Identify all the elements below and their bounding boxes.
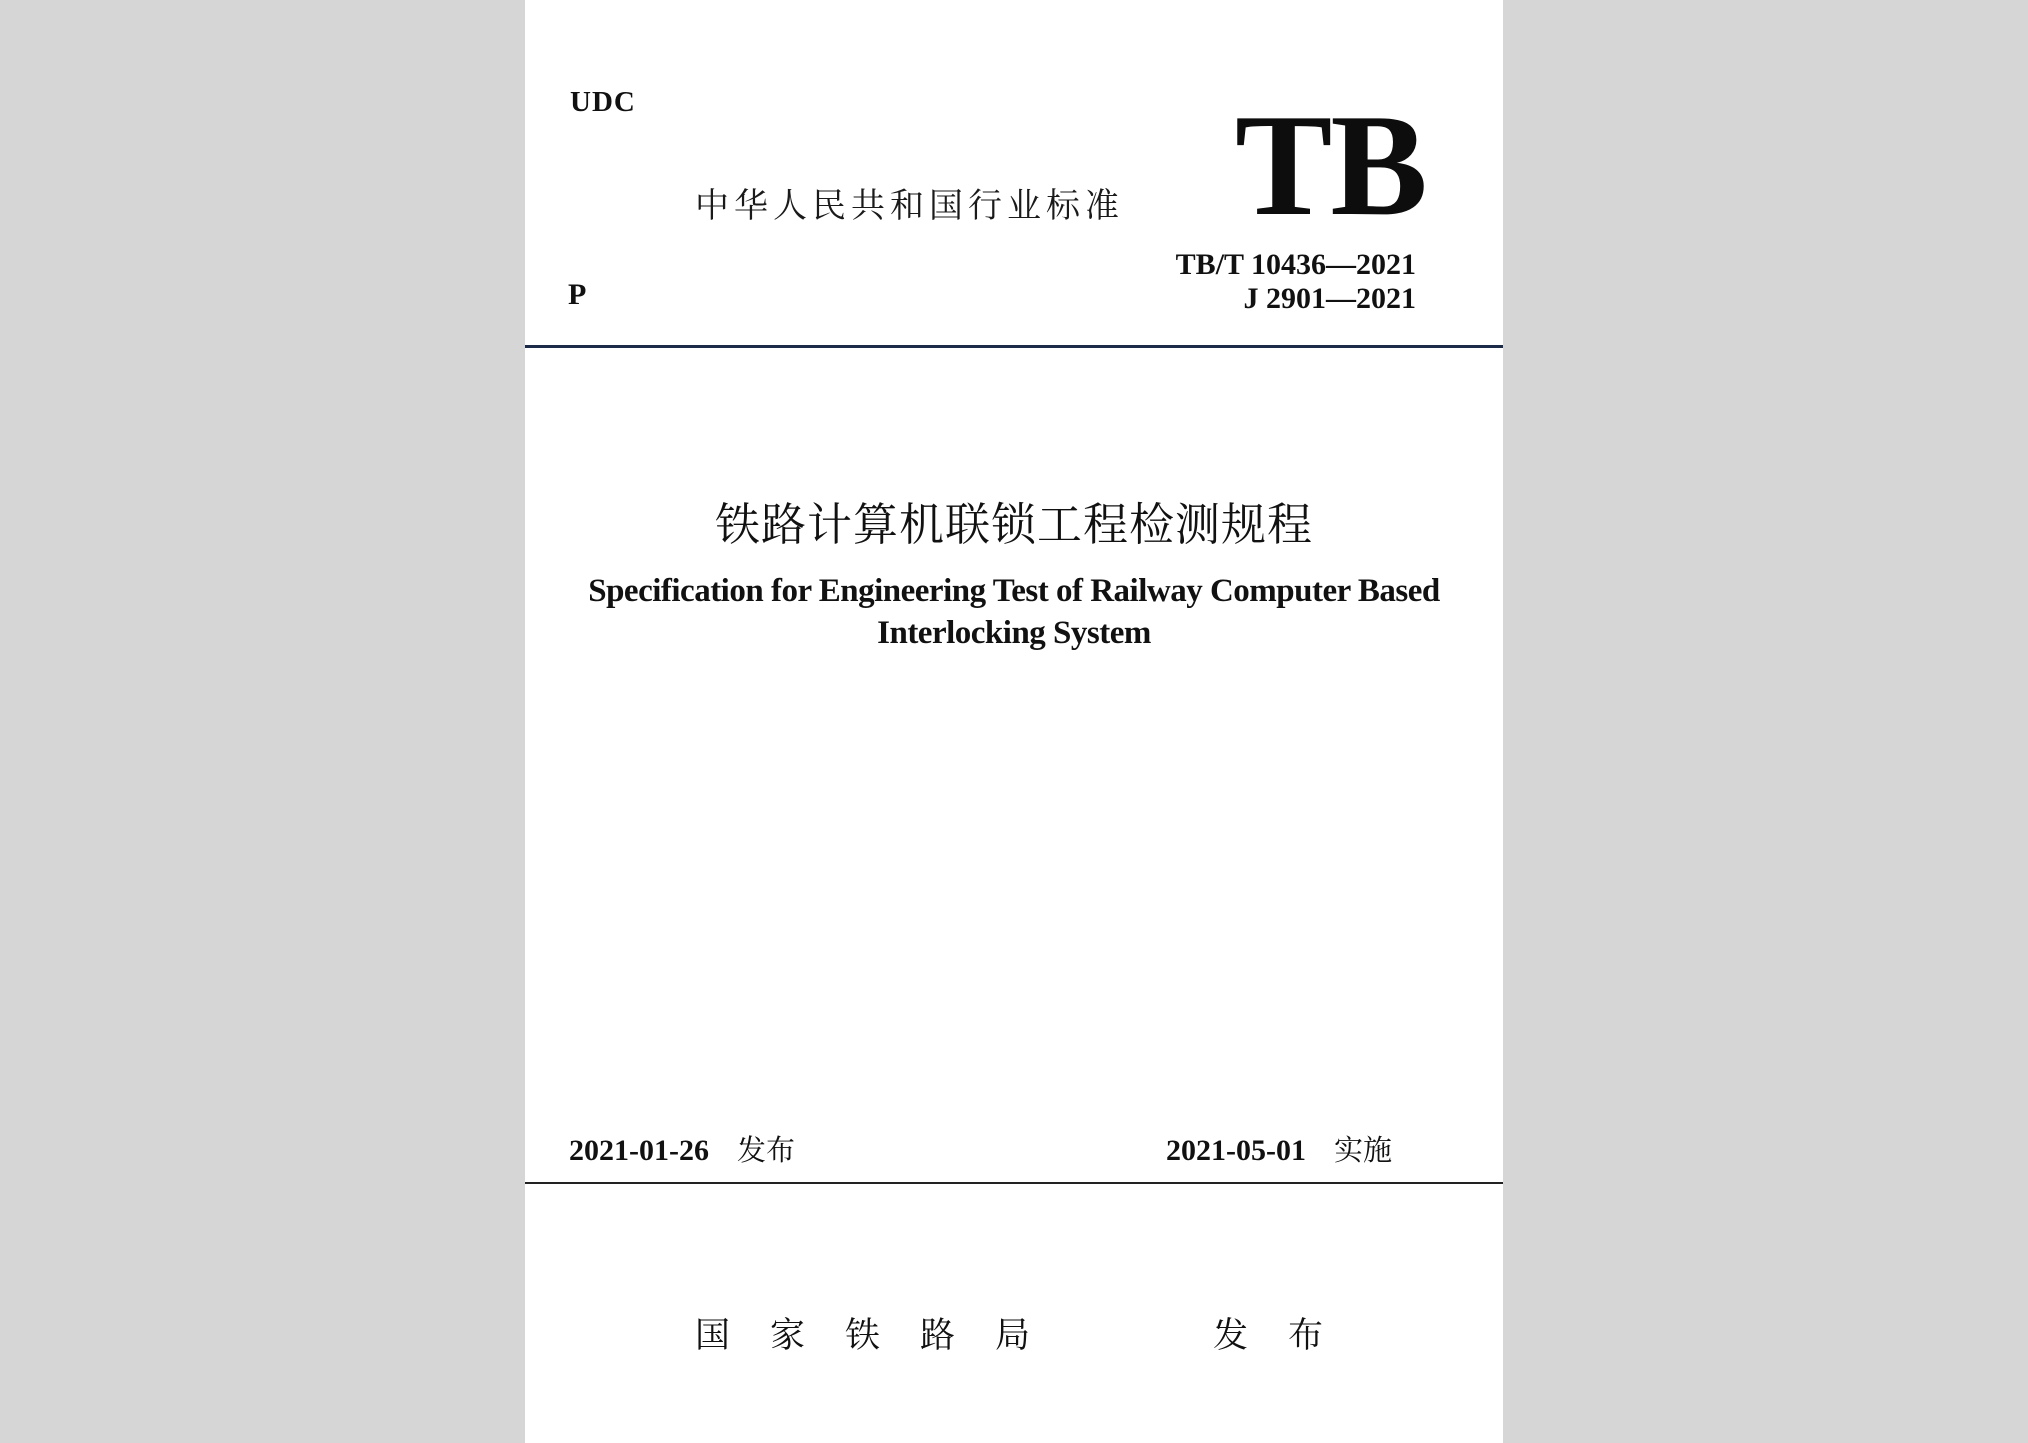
industry-standard-heading: 中华人民共和国行业标准 — [695, 186, 1124, 226]
cover-page — [525, 0, 1503, 1443]
standard-number-block — [1176, 248, 1416, 316]
header-divider — [525, 345, 1503, 348]
issued-date-block — [569, 1128, 795, 1169]
title-english-line2: Interlocking System — [877, 615, 1151, 651]
publish-label: 发布 — [1213, 1316, 1364, 1356]
title-english — [525, 570, 1503, 654]
footer-divider — [525, 1182, 1503, 1184]
issued-date: 2021-01-26 — [569, 1134, 709, 1167]
tb-logo: TB — [1235, 84, 1426, 246]
publisher-name: 国家铁路局 — [695, 1316, 1071, 1356]
title-english-line1: Specification for Engineering Test of Railway Computer Based — [588, 573, 1440, 609]
title-chinese: 铁路计算机联锁工程检测规程 — [714, 498, 1313, 551]
issued-label: 发布 — [736, 1133, 795, 1167]
standard-number: TB/T 10436—2021 — [1175, 248, 1416, 281]
classification-code: P — [568, 278, 587, 311]
effective-date-block — [1166, 1128, 1392, 1169]
record-number: J 2901—2021 — [1243, 282, 1416, 315]
udc-label: UDC — [570, 86, 636, 118]
effective-date: 2021-05-01 — [1166, 1134, 1306, 1167]
effective-label: 实施 — [1333, 1133, 1392, 1167]
